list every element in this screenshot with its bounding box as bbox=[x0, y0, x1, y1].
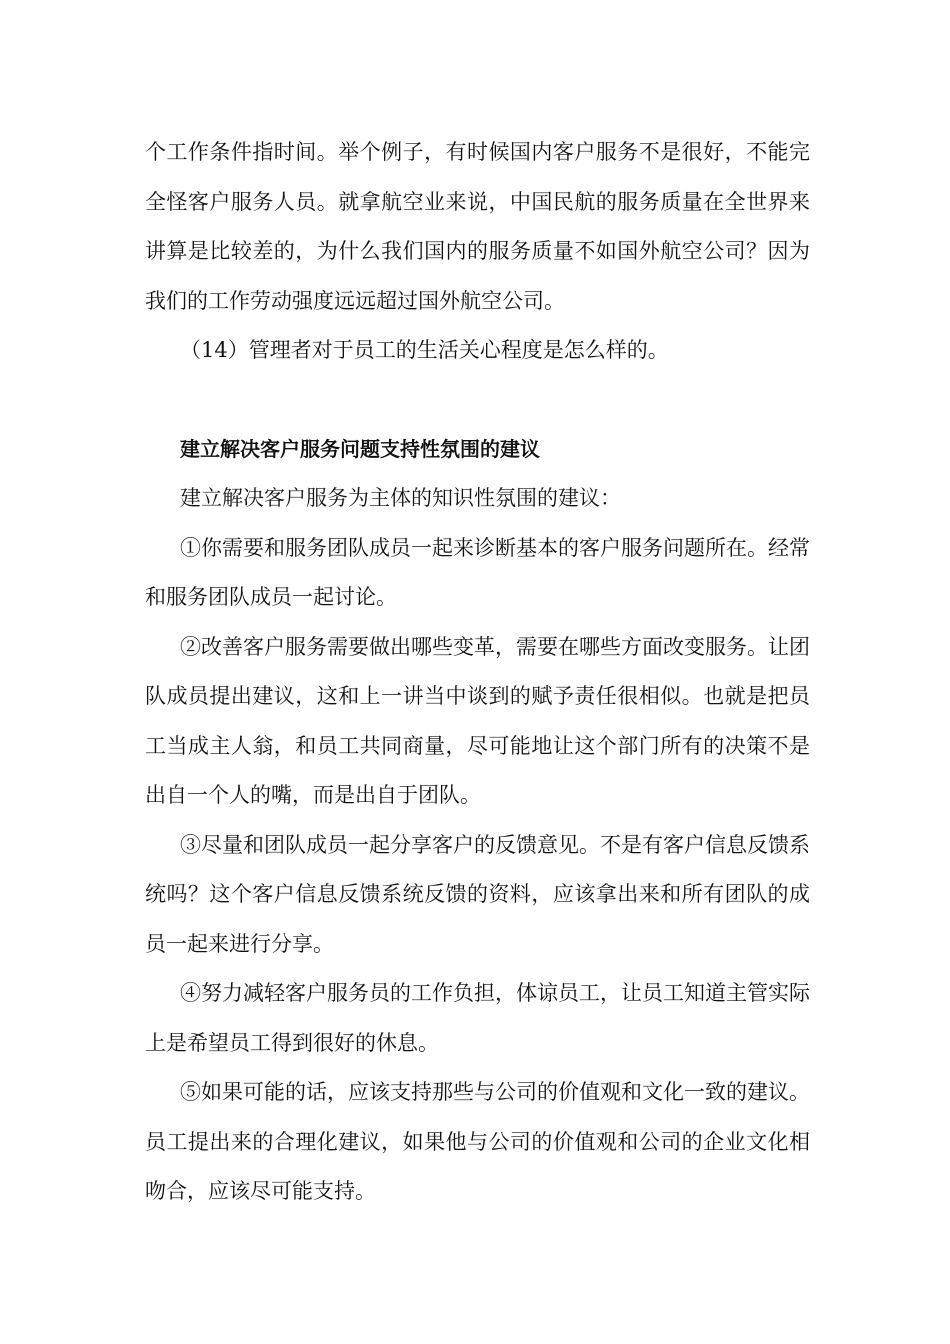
paragraph-suggestion-1: ①你需要和服务团队成员一起来诊断基本的客户服务问题所在。经常和服务团队成员一起讨论。 bbox=[145, 535, 810, 609]
paragraph-spacer bbox=[145, 376, 810, 425]
paragraph-intro: 建立解决客户服务为主体的知识性氛围的建议： bbox=[180, 486, 621, 510]
document-body bbox=[145, 128, 810, 1217]
section-heading: 建立解决客户服务问题支持性氛围的建议 bbox=[180, 436, 540, 461]
paragraph-working-conditions: 个工作条件指时间。举个例子，有时候国内客户服务不是很好，不能完全怪客户服务人员。就拿航空业来说，中国民航的服务质量在全世界来讲算是比较差的，为什么我们国内的服务质量不如国外航空公司？因为我们的工作劳动强度远远超过国外航空公司。 bbox=[145, 140, 810, 313]
paragraph-suggestion-2: ②改善客户服务需要做出哪些变革，需要在哪些方面改变服务。让团队成员提出建议，这和上一讲当中谈到的赋予责任很相似。也就是把员工当成主人翁，和员工共同商量，尽可能地让这个部门所有的决策不是出自一个人的嘴，而是出自于团队。 bbox=[145, 634, 810, 807]
paragraph-suggestion-3: ③尽量和团队成员一起分享客户的反馈意见。不是有客户信息反馈系统吗？这个客户信息反馈系统反馈的资料，应该拿出来和所有团队的成员一起来进行分享。 bbox=[145, 832, 810, 956]
paragraph-item-14: （14）管理者对于员工的生活关心程度是怎么样的。 bbox=[180, 338, 669, 362]
paragraph-suggestion-5: ⑤如果可能的话，应该支持那些与公司的价值观和文化一致的建议。员工提出来的合理化建议，如果他与公司的价值观和公司的企业文化相吻合，应该尽可能支持。 bbox=[145, 1080, 810, 1203]
paragraph-suggestion-4: ④努力减轻客户服务员的工作负担，体谅员工，让员工知道主管实际上是希望员工得到很好的休息。 bbox=[145, 981, 810, 1055]
